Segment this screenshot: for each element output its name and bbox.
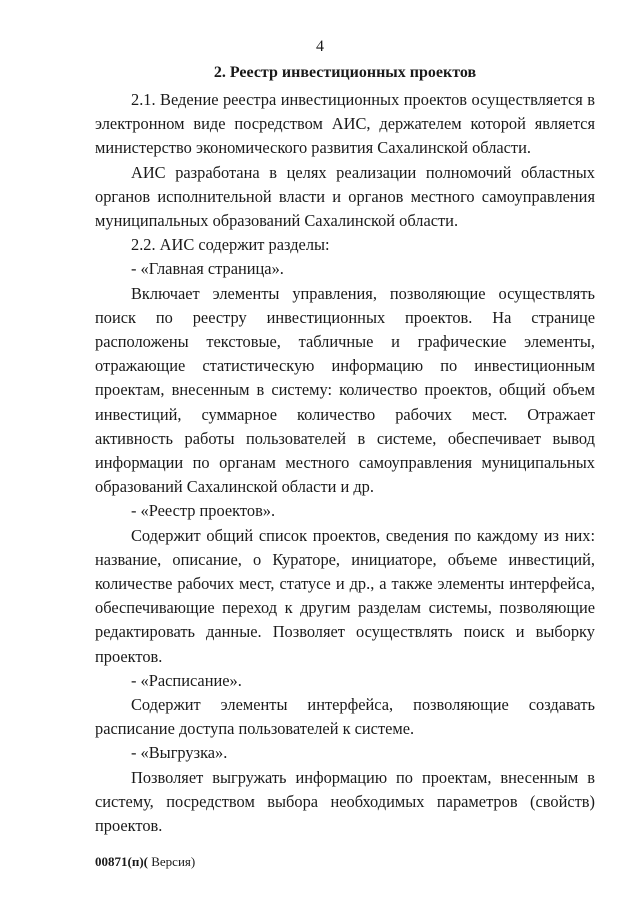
section-title: 2. Реестр инвестиционных проектов [213, 64, 477, 81]
paragraph-project-registry-description: Содержит общий список проектов, сведения по каждому из них: название, описание, о Кураторе, инициаторе, объеме инвестиций, количестве рабочих мест, статусе и др., а также элементы интерфейса, обеспечивающие переход к другим разделам системы, позволяющие редактировать данные. Позволяет осуществлять поиск и выборку проектов. [95, 525, 595, 666]
document-body [95, 88, 595, 838]
paragraph-schedule-description: Содержит элементы интерфейса, позволяющие создавать расписание доступа пользователей к системе. [95, 695, 595, 739]
list-item-export: - «Выгрузка». [131, 743, 228, 763]
paragraph-main-page-description: Включает элементы управления, позволяющие осуществлять поиск по реестру инвестиционных проектов. На странице расположены текстовые, табличные и графические элементы, отражающие статистическую информацию по инвестиционным проектам, внесенным в систему: количество проектов, общий объем инвестиций, суммарное количество рабочих мест. Отражает активность работы пользователей в системе, обеспечивает вывод информации по органам местного самоуправления муниципальных образований Сахалинской области и др. [95, 283, 595, 497]
paragraph-registry-maintenance: 2.1. Ведение реестра инвестиционных проектов осуществляется в электронном виде посредством АИС, держателем которой является министерство экономического развития Сахалинской области. [95, 90, 595, 158]
paragraph-export-description: Позволяет выгружать информацию по проектам, внесенным в систему, посредством выбора необходимых параметров (свойств) проектов. [95, 767, 595, 836]
footer-document-code [95, 854, 195, 870]
list-item-main-page: - «Главная страница». [131, 259, 284, 279]
footer-code: 00871(п)( [95, 854, 148, 869]
list-item-project-registry: - «Реестр проектов». [131, 501, 276, 521]
list-item-schedule: - «Расписание». [131, 670, 242, 690]
footer-version-label: Версия) [147, 854, 196, 869]
page-number: 4 [316, 38, 324, 55]
paragraph-ais-sections-intro: 2.2. АИС содержит разделы: [131, 235, 330, 255]
paragraph-ais-purpose: АИС разработана в целях реализации полномочий областных органов исполнительной власти и органов местного самоуправления муниципальных образований Сахалинской области. [95, 162, 595, 231]
